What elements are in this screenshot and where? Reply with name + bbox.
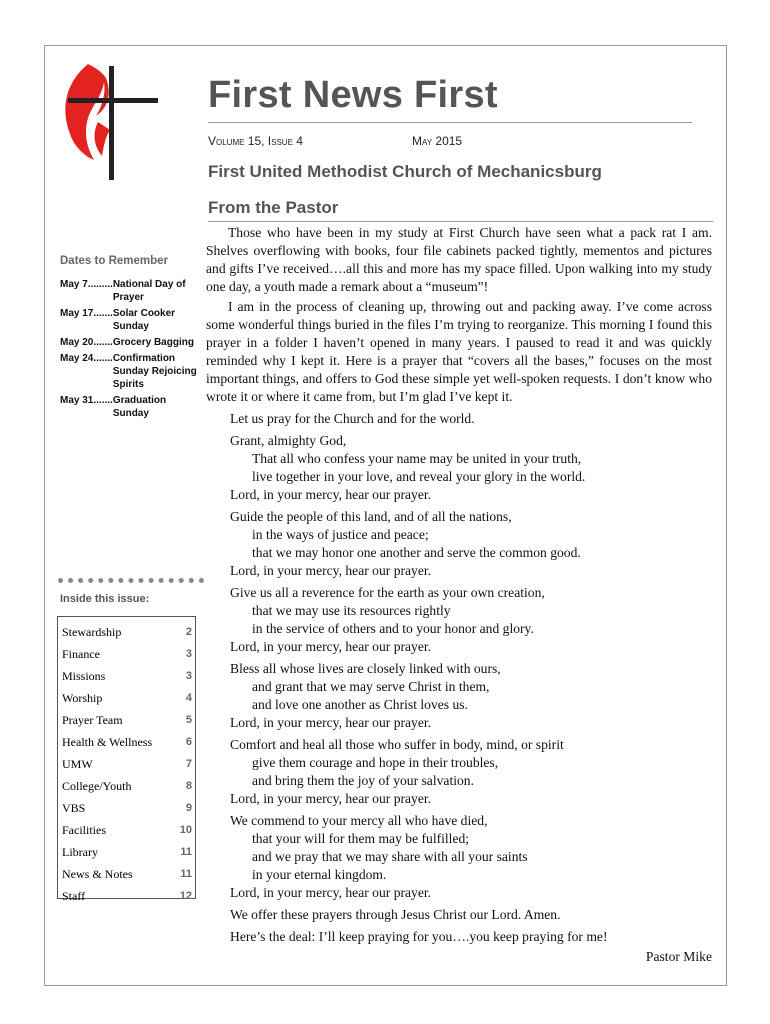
dotted-divider	[58, 578, 204, 583]
toc-row	[62, 665, 192, 687]
toc-item-name: Facilities	[62, 822, 106, 837]
pastor-letter	[206, 224, 712, 966]
toc-item-name: News & Notes	[62, 866, 133, 881]
date-label: May 20	[60, 337, 94, 348]
toc-page-number: 4	[185, 692, 192, 704]
toc-page-number: 9	[185, 802, 192, 814]
date-dots: .......	[93, 337, 113, 348]
toc-row	[62, 819, 192, 841]
date-dots: .........	[87, 279, 113, 290]
prayer-line: and love one another as Christ loves us.	[252, 697, 468, 712]
prayer-line: Grant, almighty God,	[230, 433, 347, 448]
prayer-stanza	[206, 812, 712, 902]
prayer-line: and grant that we may serve Christ in them,	[252, 679, 490, 694]
prayer-line: and we pray that we may share with all your saints	[252, 849, 528, 864]
date-item	[60, 394, 200, 420]
toc-item-name: Staff	[62, 888, 86, 903]
letter-closing-line: Here’s the deal: I’ll keep praying for you….you keep praying for me!	[230, 929, 608, 944]
date-item	[60, 336, 200, 349]
date-label: May 31	[60, 395, 94, 406]
toc-page-number: 7	[185, 758, 192, 770]
newsletter-title: First News First	[208, 74, 498, 116]
date-item	[60, 307, 200, 333]
toc-row	[62, 775, 192, 797]
date-dots: .......	[93, 308, 113, 319]
date-label: May 7	[60, 279, 88, 290]
toc-page-number: 2	[185, 626, 192, 638]
prayer-line: We commend to your mercy all who have died,	[230, 813, 488, 828]
prayer-line: in your eternal kingdom.	[252, 867, 387, 882]
toc-item-name: Health & Wellness	[62, 734, 153, 749]
toc-page-number: 11	[180, 846, 192, 858]
dates-list	[60, 278, 200, 423]
date-event: Confirmation Sunday Rejoicing Spirits	[112, 353, 197, 390]
prayer-line: in the ways of justice and peace;	[252, 527, 429, 542]
section-heading: From the Pastor	[208, 198, 339, 217]
prayer-response: Lord, in your mercy, hear our prayer.	[230, 885, 432, 900]
letter-paragraph: I am in the process of cleaning up, throwing out and packing away. I’ve come across some wonderful things buried in the files I’m trying to reorganize. This morning I found this prayer in a folder I haven’t opened in many years. I paused to read it and was quickly reminded why I kept it. Here is a prayer that “covers all the bases,” focuses on the most important things, and offers to God these simple yet well-spoken requests. I don’t know who wrote it or where it came from, but I’m glad I’ve kept it.	[206, 299, 712, 404]
date-label: May 24	[60, 353, 94, 364]
date-item	[60, 278, 200, 304]
prayer-invitation: Let us pray for the Church and for the world.	[230, 411, 475, 426]
date-event: Grocery Bagging	[112, 337, 194, 348]
signature: Pastor Mike	[645, 949, 712, 964]
toc-page-number: 12	[179, 890, 192, 902]
section-divider	[208, 221, 713, 222]
toc-page-number: 10	[179, 824, 192, 836]
prayer-stanza	[206, 508, 712, 580]
toc-page-number: 11	[180, 868, 192, 880]
toc-item-name: Prayer Team	[62, 712, 123, 727]
toc-row	[62, 687, 192, 709]
dates-title: Dates to Remember	[60, 255, 169, 267]
date-label: May 17	[60, 308, 94, 319]
prayer-stanza	[206, 660, 712, 732]
toc-row	[62, 753, 192, 775]
date-event: Graduation Sunday	[112, 395, 167, 419]
toc-page-number: 3	[185, 648, 192, 660]
toc-item-name: Stewardship	[62, 624, 122, 639]
toc-row	[62, 841, 192, 863]
toc-row	[62, 731, 192, 753]
prayer-response: Lord, in your mercy, hear our prayer.	[230, 639, 432, 654]
toc-item-name: Worship	[62, 690, 103, 705]
letter-paragraph: Those who have been in my study at First Church have seen what a pack rat I am. Shelves overflowing with books, four file cabinets packed tightly, mementos and pictures and gifts I’ve received….all this and more has my space filled. Upon walking into my study one day, a youth made a remark about a “museum”!	[206, 225, 712, 294]
prayer-stanza	[206, 432, 712, 504]
prayer-line: that we may use its resources rightly	[252, 603, 451, 618]
toc-item-name: UMW	[62, 756, 93, 771]
prayer-line: give them courage and hope in their troubles,	[252, 755, 499, 770]
issue-date: May 2015	[412, 134, 463, 148]
volume-issue: Volume 15, Issue 4	[208, 134, 303, 148]
prayer-line: and bring them the joy of your salvation.	[252, 773, 474, 788]
toc-row	[62, 643, 192, 665]
prayer-response: Lord, in your mercy, hear our prayer.	[230, 791, 432, 806]
toc-item-name: College/Youth	[62, 778, 132, 793]
prayer-closing: We offer these prayers through Jesus Christ our Lord. Amen.	[230, 907, 561, 922]
date-event: National Day of Prayer	[112, 279, 186, 303]
prayer-response: Lord, in your mercy, hear our prayer.	[230, 487, 432, 502]
prayer-stanza	[206, 736, 712, 808]
prayer-line: that your will for them may be fulfilled;	[252, 831, 470, 846]
date-item	[60, 352, 200, 391]
toc-page-number: 6	[185, 736, 192, 748]
prayer-line: in the service of others and to your honor and glory.	[252, 621, 534, 636]
prayer-line: live together in your love, and reveal your glory in the world.	[252, 469, 586, 484]
toc-row	[62, 885, 192, 907]
inside-issue-title: Inside this issue:	[60, 593, 150, 605]
prayer-response: Lord, in your mercy, hear our prayer.	[230, 563, 432, 578]
date-event: Solar Cooker Sunday	[112, 308, 176, 332]
church-name: First United Methodist Church of Mechanicsburg	[208, 162, 602, 181]
toc-page-number: 8	[185, 780, 192, 792]
prayer-line: Bless all whose lives are closely linked with ours,	[230, 661, 501, 676]
toc-page-number: 3	[185, 670, 192, 682]
prayer-stanza	[206, 584, 712, 656]
prayer-line: Give us all a reverence for the earth as your own creation,	[230, 585, 545, 600]
date-dots: .......	[93, 395, 113, 406]
toc-page-number: 5	[185, 714, 192, 726]
prayer-line: That all who confess your name may be united in your truth,	[252, 451, 582, 466]
prayer-line: Guide the people of this land, and of all the nations,	[230, 509, 512, 524]
title-divider	[208, 122, 692, 123]
toc-row	[62, 709, 192, 731]
cross-and-flame-icon	[58, 60, 162, 180]
toc-row	[62, 797, 192, 819]
date-dots: .......	[93, 353, 113, 364]
table-of-contents	[57, 616, 196, 903]
toc-row	[62, 621, 192, 643]
toc-item-name: Missions	[62, 668, 106, 683]
prayer-response: Lord, in your mercy, hear our prayer.	[230, 715, 432, 730]
toc-item-name: Library	[62, 844, 98, 859]
toc-row	[62, 863, 192, 885]
toc-item-name: VBS	[62, 800, 86, 815]
prayer-line: that we may honor one another and serve the common good.	[252, 545, 581, 560]
prayer-line: Comfort and heal all those who suffer in body, mind, or spirit	[230, 737, 564, 752]
toc-item-name: Finance	[62, 646, 100, 661]
